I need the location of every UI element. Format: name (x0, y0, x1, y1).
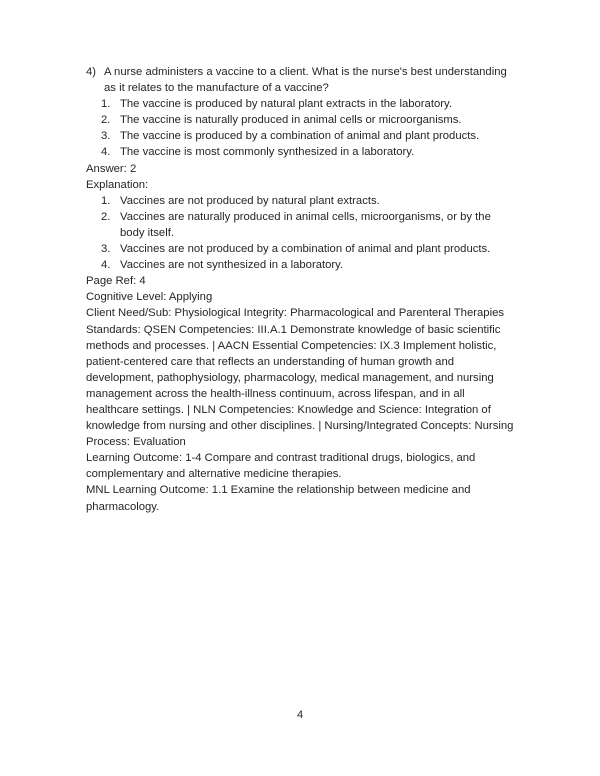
page-ref-line: Page Ref: 4 (86, 275, 146, 288)
explanation-heading: Explanation: (86, 178, 149, 191)
option-text: The vaccine is produced by natural plant extracts in the laboratory. (120, 98, 452, 111)
list-item (86, 112, 514, 128)
client-need-line: Client Need/Sub: Physiological Integrity: Pharmacological and Parenteral Therapies (86, 307, 505, 320)
option-text: The vaccine is produced by a combination of animal and plant products. (120, 130, 480, 143)
list-item (86, 257, 514, 273)
option-number: 3. (101, 130, 111, 143)
option-number: 1. (101, 98, 111, 111)
list-item (86, 96, 514, 112)
explanation-text: Vaccines are not produced by natural plant extracts. (120, 194, 380, 207)
list-item (86, 144, 514, 160)
learning-outcome-line: Learning Outcome: 1-4 Compare and contrast traditional drugs, biologics, and complementary and alternative medicine therapies. (86, 452, 476, 481)
answer-line: Answer: 2 (86, 162, 137, 175)
page-content (86, 64, 514, 515)
option-text: The vaccine is most commonly synthesized in a laboratory. (120, 146, 415, 159)
explanation-number: 2. (101, 210, 111, 223)
list-item (86, 128, 514, 144)
list-item (86, 193, 514, 209)
explanation-text: Vaccines are naturally produced in animal cells, microorganisms, or by the body itself. (120, 210, 491, 239)
question-number: 4) (86, 66, 97, 78)
explanation-number: 4. (101, 259, 111, 272)
option-number: 2. (101, 114, 111, 127)
cognitive-level-line: Cognitive Level: Applying (86, 291, 213, 304)
answer-options-list (86, 96, 514, 160)
question-text: A nurse administers a vaccine to a client. What is the nurse's best understanding as it relates to the manufacture of a vaccine? (104, 66, 507, 95)
page-number-footer: 4 (296, 709, 304, 721)
option-text: The vaccine is naturally produced in animal cells or microorganisms. (120, 114, 462, 127)
list-item (86, 209, 514, 241)
list-item (86, 241, 514, 257)
explanation-number: 3. (101, 243, 111, 256)
option-number: 4. (101, 146, 111, 159)
explanation-text: Vaccines are not synthesized in a laboratory. (120, 259, 344, 272)
explanation-number: 1. (101, 194, 111, 207)
mnl-learning-outcome-line: MNL Learning Outcome: 1.1 Examine the relationship between medicine and pharmacology. (86, 484, 471, 513)
explanation-text: Vaccines are not produced by a combination of animal and plant products. (120, 243, 491, 256)
standards-line: Standards: QSEN Competencies: III.A.1 Demonstrate knowledge of basic scientific methods and processes. | AACN Essential Competencies: IX.3 Implement holistic, patient-centered care that reflects an understanding of human growth and development, pathophysiology, pharmacology, medical management, and nursing management across the health-illness continuum, across lifespan, and in all healthcare settings. | NLN Competencies: Knowledge and Science: Integration of knowledge from nursing and other disciplines. | Nursing/Integrated Concepts: Nursing Process: Evaluation (86, 323, 514, 449)
explanation-list (86, 193, 514, 273)
question-block (86, 64, 514, 96)
